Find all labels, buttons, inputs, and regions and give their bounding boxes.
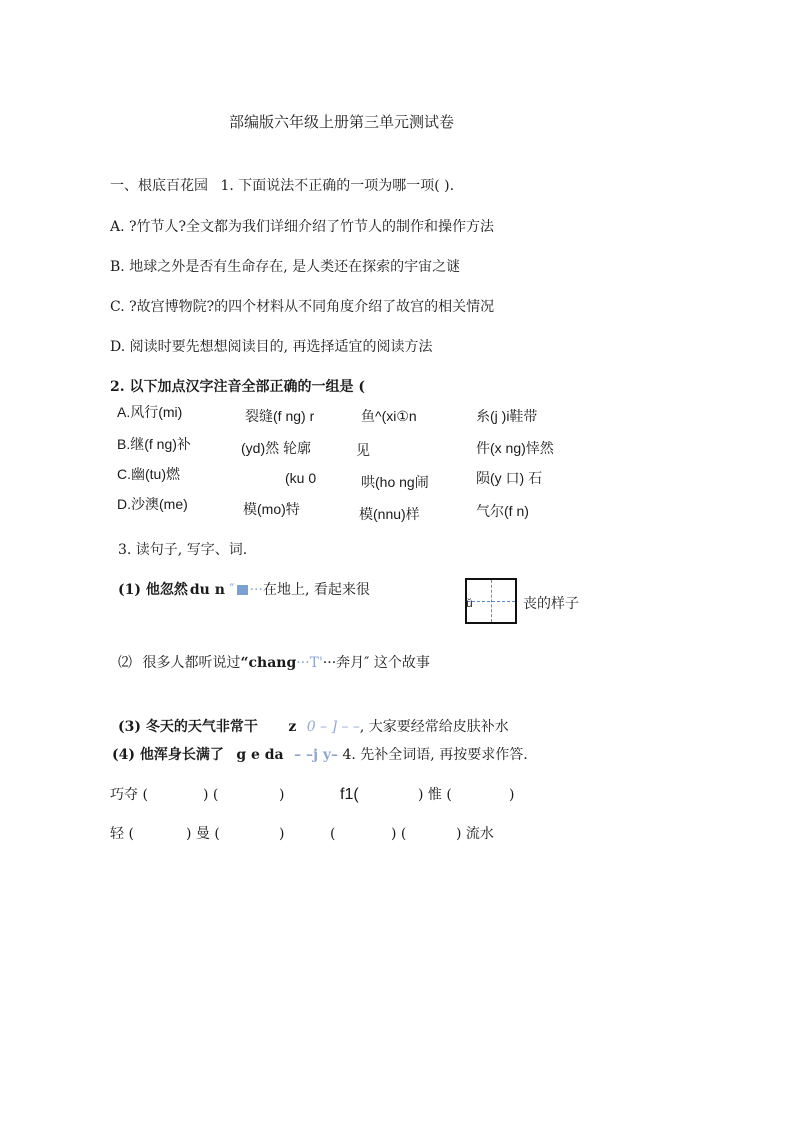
q2-cell: 陨(y 口) 石 xyxy=(476,470,543,486)
q3-s1-dots: ··· xyxy=(249,582,263,598)
q2-cell: 裂缝(f ng) r xyxy=(245,408,315,424)
q3-s2-text-a: 很多人都听说过 xyxy=(142,655,241,671)
q4-blank-label: ) 曼 ( xyxy=(186,826,220,842)
q3-stem: 3. 读句子, 写字、词. xyxy=(118,542,248,558)
q2-cell: D.沙澳(me) xyxy=(117,496,188,512)
q2-cell: (yd)然 轮廓 xyxy=(241,440,311,456)
q4-blank-label: ) xyxy=(279,787,285,803)
tian-zi-ge-box[interactable] xyxy=(465,578,517,624)
q4-stem: 4. 先补全词语, 再按要求作答. xyxy=(342,747,528,763)
q3-s2-num: ⑵ xyxy=(118,655,132,671)
q3-s1-text-a: (1) 他忽然 xyxy=(118,582,188,598)
blank-blob xyxy=(237,585,248,595)
q2-cell: C.幽(tu)燃 xyxy=(117,466,180,482)
q3-s4-pinyin: g e da xyxy=(236,747,284,763)
q1-option-d: D. 阅读时要先想想阅读目的, 再选择适宜的阅读方法 xyxy=(110,339,433,355)
q4-blank-label: ( xyxy=(330,826,336,842)
q2-cell: B.继(f ng)补 xyxy=(117,436,191,452)
q2-cell: 见 xyxy=(356,442,370,458)
q3-sentence-2 xyxy=(118,655,430,672)
q2-cell: (ku 0 xyxy=(285,470,317,486)
section1-line xyxy=(110,178,454,195)
q3-s1-text-c: 丧的样子 xyxy=(523,596,579,612)
q1-stem: 1. 下面说法不正确的一项为哪一项( ). xyxy=(220,178,455,194)
q3-s3-text-b: , 大家要经常给皮肤补水 xyxy=(359,719,509,735)
q1-option-a: A. ?竹节人?全文都为我们详细介绍了竹节人的制作和操作方法 xyxy=(110,219,495,235)
q2-stem: 2. 以下加点汉字注音全部正确的一组是 ( xyxy=(110,379,365,395)
q3-s2-pinyin: “chang xyxy=(240,655,297,671)
q2-cell: 模(mo)特 xyxy=(243,501,300,517)
q4-blank-label: 巧夺 ( xyxy=(110,787,148,803)
q4-blank-label: ) 流水 xyxy=(456,826,494,842)
q2-cell: A.风行(mi) xyxy=(117,404,183,420)
q4-blank-label: 轻 ( xyxy=(110,826,134,842)
grid-pinyin: ǔ xyxy=(466,596,473,610)
q3-s4-faint: – –j y– xyxy=(294,747,339,763)
page-title: 部编版六年级上册第三单元测试卷 xyxy=(229,113,455,131)
q2-cell: 气尔(f n) xyxy=(476,503,529,519)
q3-s3-faint: 0 – ] – – xyxy=(306,719,360,735)
q3-s4-text-a: (4) 他浑身长满了 xyxy=(112,747,224,763)
q2-cell: 鱼^(xi①n xyxy=(361,408,417,424)
q3-s2-text-b: ···奔月″ 这个故事 xyxy=(322,655,430,671)
q3-s1-mark: ″ xyxy=(229,582,235,598)
q3-s3-text-a: (3) 冬天的天气非常干 xyxy=(118,719,258,735)
q4-blank-label: f1( xyxy=(340,786,359,803)
q2-cell: 模(nnu)样 xyxy=(359,506,420,522)
section1-heading: 一、根底百花园 xyxy=(110,178,208,194)
q3-sentence-3 xyxy=(118,719,509,736)
q3-sentence-1 xyxy=(118,582,370,599)
q4-blank-label: ) 惟 ( xyxy=(418,787,452,803)
q3-s2-faint: ···T' xyxy=(296,655,323,671)
q4-blank-label: ) xyxy=(279,826,285,842)
q4-blank-label: ) ( xyxy=(391,826,407,842)
q3-s3-pinyin: z xyxy=(288,719,297,735)
q3-s1-text-b: 在地上, 看起来很 xyxy=(262,582,370,598)
q1-option-b: B. 地球之外是否有生命存在, 是人类还在探索的宇宙之谜 xyxy=(110,259,461,275)
q2-cell: 哄(ho ng闹 xyxy=(361,474,429,490)
q2-cell: 糸(j )i鞋带 xyxy=(476,408,538,424)
q4-blank-label: ) ( xyxy=(203,787,219,803)
q3-sentence-4 xyxy=(112,747,528,764)
q3-s1-pinyin: du n xyxy=(189,582,225,598)
q1-option-c: C. ?故宫博物院?的四个材料从不同角度介绍了故宫的相关情况 xyxy=(110,299,495,315)
q2-cell: 件(x ng)悻然 xyxy=(476,440,554,456)
q4-blank-label: ) xyxy=(509,787,515,803)
